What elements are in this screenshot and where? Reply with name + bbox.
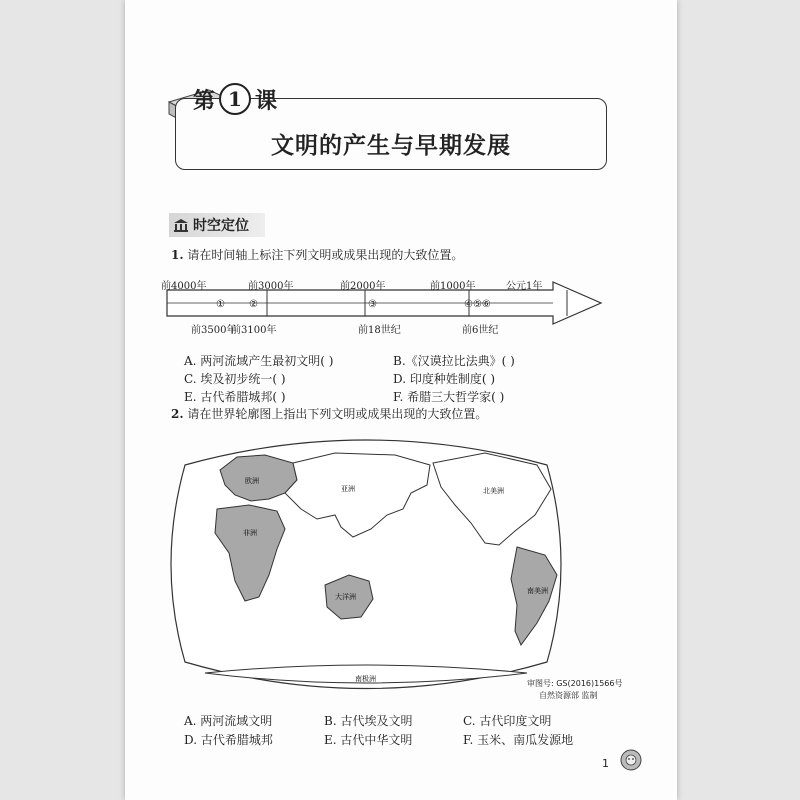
timeline-label-top: 公元1年: [506, 281, 543, 292]
q1-option-e: E. 古代希腊城邦( ): [184, 390, 286, 404]
lesson-badge: [193, 83, 277, 115]
question-1: [171, 246, 463, 263]
map-label-north-america: 北美洲: [483, 487, 504, 495]
timeline-label-top: 前3000年: [248, 281, 294, 292]
q1-option-b: B.《汉谟拉比法典》( ): [393, 354, 515, 368]
q2-option-b: B. 古代埃及文明: [324, 714, 413, 728]
map-label-europe: 欧洲: [245, 477, 259, 485]
map-label-south-america: 南美洲: [527, 587, 548, 595]
timeline-label-top: 前4000年: [161, 281, 207, 292]
columns-building-icon: [173, 218, 189, 232]
q1-option-d: D. 印度种姓制度( ): [393, 372, 496, 386]
q2-option-d: D. 古代希腊城邦: [184, 733, 273, 747]
timeline-marker: ①: [216, 299, 225, 310]
lesson-suffix: 课: [255, 87, 278, 114]
map-label-antarctica: 南极洲: [355, 675, 376, 683]
q2-option-c: C. 古代印度文明: [463, 714, 552, 728]
map-label-asia: 亚洲: [341, 485, 355, 493]
section-title: 时空定位: [193, 218, 249, 234]
q2-option-e: E. 古代中华文明: [324, 733, 413, 747]
timeline-label-bottom: 前6世纪: [462, 325, 499, 336]
timeline-label-bottom: 前3500年: [191, 325, 237, 336]
question-2-number: 2.: [171, 407, 184, 421]
timeline-label-top: 前1000年: [430, 281, 476, 292]
lesson-number: 1: [219, 83, 251, 115]
lesson-title: 文明的产生与早期发展: [271, 132, 511, 159]
timeline-label-bottom: 前18世纪: [358, 325, 401, 336]
map-label-africa: 非洲: [243, 529, 257, 537]
page-number: 1: [602, 757, 609, 770]
section-header: [169, 213, 265, 237]
question-1-text: 请在时间轴上标注下列文明或成果出现的大致位置。: [187, 248, 464, 262]
timeline-marker: ②: [249, 299, 258, 310]
timeline-marker: ③: [368, 299, 377, 310]
q1-option-c: C. 埃及初步统一( ): [184, 372, 286, 386]
world-outline-map: [165, 425, 567, 702]
timeline-label-bottom: 前3100年: [231, 325, 277, 336]
lion-emblem-icon: [619, 748, 643, 772]
lesson-prefix: 第: [193, 87, 216, 114]
timeline-marker: ④⑤⑥: [464, 299, 491, 310]
timeline-label-top: 前2000年: [340, 281, 386, 292]
textbook-page: [125, 0, 677, 800]
q1-option-a: A. 两河流域产生最初文明( ): [184, 354, 334, 368]
map-label-oceania: 大洋洲: [335, 593, 356, 601]
q2-option-f: F. 玉米、南瓜发源地: [463, 733, 574, 747]
question-1-number: 1.: [171, 248, 184, 262]
question-2-text: 请在世界轮廓图上指出下列文明或成果出现的大致位置。: [187, 407, 488, 421]
q1-option-f: F. 希腊三大哲学家( ): [393, 390, 505, 404]
map-supervisor: 自然资源部 监制: [539, 691, 598, 700]
map-approval-number: 审图号: GS(2016)1566号: [527, 679, 623, 688]
question-2: [171, 405, 487, 422]
q2-option-a: A. 两河流域文明: [184, 714, 273, 728]
